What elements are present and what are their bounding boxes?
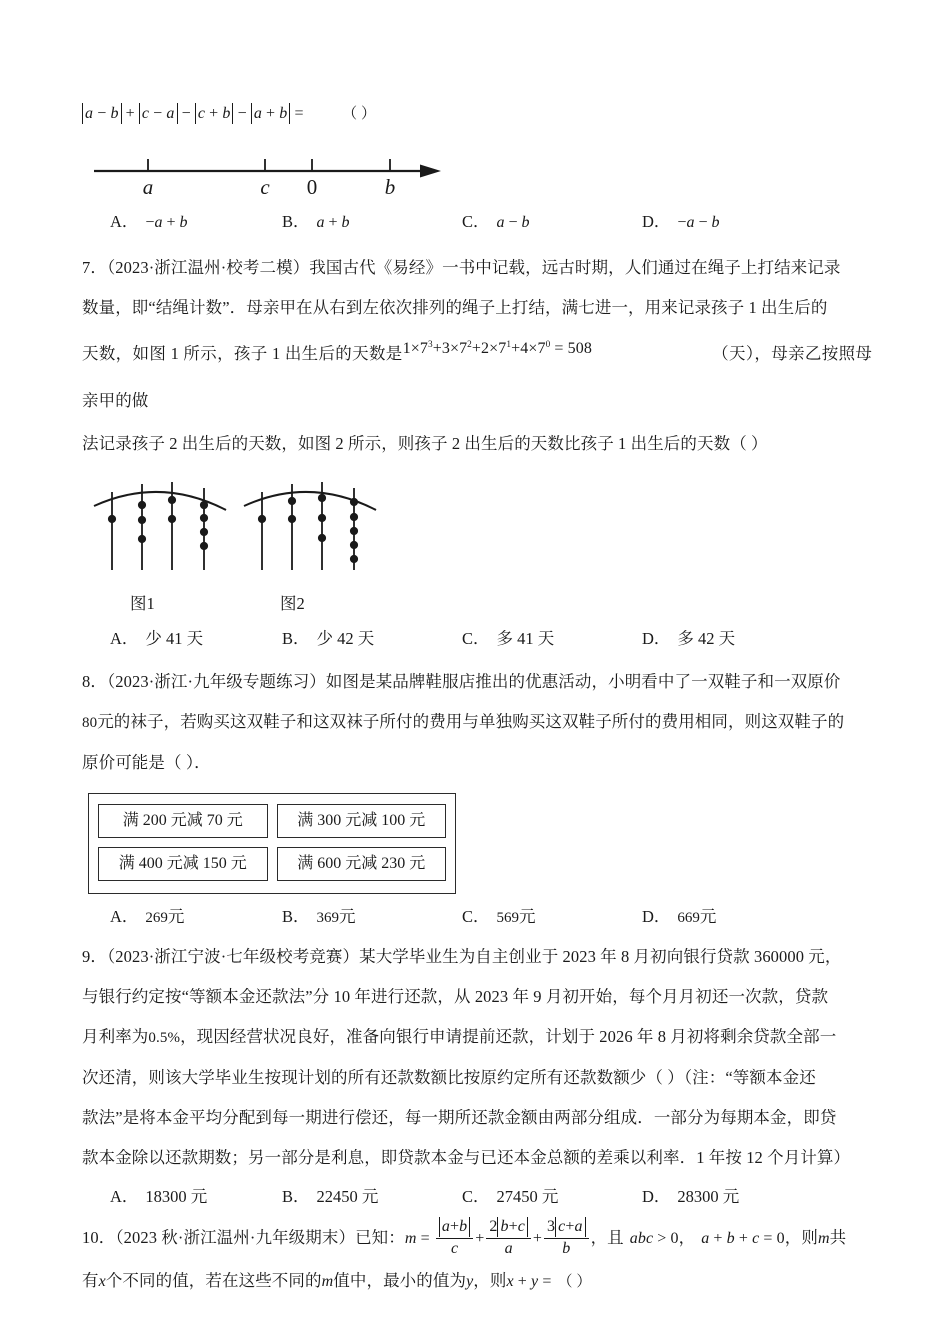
- q9-line-6: [82, 1138, 872, 1178]
- question-10: [82, 1216, 872, 1302]
- q9-text-3a: 月利率为: [82, 1027, 149, 1046]
- q7-text-3a: 天数，如图 1 所示，孩子 1 出生后的天数是: [82, 344, 403, 363]
- q7-option-c-label: C．: [462, 629, 490, 648]
- q9-line-5: [82, 1098, 872, 1138]
- q8-text-1: 如图是某品牌鞋服店推出的优惠活动，小明看中了一双鞋子和一双原价: [325, 672, 841, 691]
- q7-text-1: 我国古代《易经》一书中记载，远古时期，人们通过在绳子上打结来记录: [309, 258, 841, 277]
- question-9: [82, 937, 872, 1216]
- q7-option-d-value: 多 42 天: [677, 629, 736, 648]
- q7-line-1: [82, 248, 872, 288]
- q7-option-b-value: 少 42 天: [316, 629, 375, 648]
- q6-option-d-label: D．: [642, 212, 671, 231]
- q6-answer-paren: （ ）: [342, 106, 377, 122]
- q8-option-a[interactable]: [110, 898, 282, 937]
- figure-1-caption: 图1: [130, 594, 155, 613]
- q7-option-c[interactable]: [462, 620, 642, 658]
- q9-line-1: [82, 937, 872, 977]
- q9-option-b-value: 22450 元: [316, 1187, 379, 1206]
- q7-option-a-value: 少 41 天: [145, 629, 204, 648]
- q10-m-var: m: [817, 1230, 830, 1247]
- q8-text-2: 元的袜子，若购买这双鞋子和这双袜子所付的费用与单独购买这双鞋子所付的费用相同，则这双鞋子的: [97, 712, 845, 731]
- svg-text:a: a: [142, 175, 154, 199]
- q10-formula: m = $\frac{a+b}{c}$ + $\frac{2 b+c}{a}$ + $\frac{3 c+a}{b}$: [405, 1217, 591, 1261]
- q10-line-2: [82, 1261, 872, 1302]
- q8-option-b-value: 369: [316, 910, 340, 926]
- q9-option-a-value: 18300 元: [145, 1187, 208, 1206]
- q7-option-a[interactable]: [110, 620, 282, 658]
- q8-option-d[interactable]: [642, 898, 716, 937]
- q7-text-4: 法记录孩子 2 出生后的天数，如图 2 所示，则孩子 2 出生后的天数比孩子 1 出生后的天数（ ）: [82, 434, 768, 453]
- q10-line-1: [82, 1216, 872, 1261]
- q7-line-4: [82, 424, 872, 464]
- q9-option-c-label: C．: [462, 1187, 490, 1206]
- q9-text-2: 与银行约定按“等额本金还款法”分 10 年进行还款，从 2023 年 9 月初开始，每个月月初还一次款，贷款: [82, 987, 829, 1006]
- q10-comma-1: ，: [678, 1228, 696, 1247]
- question-7: [82, 248, 872, 658]
- q8-option-c[interactable]: [462, 898, 642, 937]
- q9-option-d[interactable]: [642, 1178, 739, 1216]
- q10-answer-paren: （ ）: [557, 1274, 592, 1290]
- svg-text:c: c: [260, 175, 270, 199]
- q7-text-2: 数量，即“结绳计数”．母亲甲在从右到左依次排列的绳子上打结，满七进一，用来记录孩子 1 出生后的: [82, 298, 828, 317]
- q9-option-d-value: 28300 元: [677, 1187, 740, 1206]
- q10-text-2c: 值中，最小的值为: [333, 1271, 467, 1290]
- q8-option-a-value: 269: [145, 910, 168, 926]
- q6-option-c[interactable]: C． a − b: [462, 203, 642, 242]
- number-line-svg: [90, 137, 450, 199]
- q10-text-mid2: 共: [829, 1228, 847, 1247]
- q10-y-var: y: [466, 1273, 474, 1290]
- q10-source: （2023 秋·浙江温州·九年级期末）: [115, 1228, 356, 1247]
- q10-text-2b: 个不同的值，若在这些不同的: [105, 1271, 322, 1290]
- knot-figure-2: [244, 482, 376, 570]
- svg-text:0: 0: [306, 175, 318, 199]
- q10-sum-expression: x + y =: [506, 1273, 552, 1290]
- q8-option-c-unit: 元: [519, 907, 536, 926]
- q8-line-3: [82, 743, 872, 783]
- q9-option-c-value: 27450 元: [496, 1187, 559, 1206]
- q8-option-a-unit: 元: [167, 907, 185, 926]
- q9-text-6: 款本金除以还款期数；另一部分是利息，即贷款本金与已还本金总额的差乘以利率．1 年按 12 个月计算）: [82, 1148, 851, 1167]
- svg-text:b: b: [384, 175, 396, 199]
- q8-line-2: [82, 702, 872, 743]
- q10-comma-2: ，则: [784, 1228, 818, 1247]
- q7-line-3: [82, 328, 872, 424]
- coupon-row-1: [98, 804, 446, 838]
- page-content: [82, 96, 872, 1302]
- q8-option-a-label: A．: [110, 907, 139, 926]
- coupon-200-70[interactable]: 满 200 元减 70 元: [98, 804, 268, 838]
- q9-monthly-rate: 0.5%: [148, 1030, 181, 1046]
- q6-expression-line: [82, 96, 872, 131]
- q10-cond-1: abc > 0: [629, 1230, 679, 1247]
- q7-option-d[interactable]: [642, 620, 735, 658]
- coupon-600-230[interactable]: 满 600 元减 230 元: [277, 847, 447, 881]
- q7-option-c-value: 多 41 天: [496, 629, 555, 648]
- q6-number-line-figure: [90, 137, 872, 199]
- q9-text-5: 款法”是将本金平均分配到每一期进行偿还，每一期所还款金额由两部分组成．一部分为每期本金，即贷: [82, 1108, 837, 1127]
- q7-text-3b: （天），母亲乙按照母亲甲的做: [82, 344, 873, 410]
- q9-options: [82, 1178, 872, 1216]
- q8-option-c-value: 569: [496, 910, 520, 926]
- q6-options: [82, 203, 872, 242]
- q7-option-d-label: D．: [642, 629, 671, 648]
- figure-2-caption: 图2: [280, 594, 305, 613]
- q7-option-b-label: B．: [282, 629, 310, 648]
- q6-option-b-label: B．: [282, 212, 310, 231]
- q9-line-2: [82, 977, 872, 1017]
- q8-sock-price: 80: [82, 715, 98, 731]
- q8-option-b-label: B．: [282, 907, 310, 926]
- q9-option-a[interactable]: [110, 1178, 282, 1216]
- q8-source: （2023·浙江·九年级专题练习）: [106, 672, 326, 691]
- q8-option-d-unit: 元: [699, 907, 717, 926]
- coupon-row-2: [98, 847, 446, 881]
- q7-options: [82, 620, 872, 658]
- question-8: [82, 662, 872, 937]
- q6-option-c-label: C．: [462, 212, 490, 231]
- q8-option-c-label: C．: [462, 907, 490, 926]
- q9-number: 9．: [82, 947, 107, 966]
- q6-expression: a − b + c − a − c + b − a + b =: [82, 96, 304, 131]
- q7-option-b[interactable]: [282, 620, 462, 658]
- q9-option-d-label: D．: [642, 1187, 671, 1206]
- knot-figures-svg: [90, 470, 390, 585]
- q9-text-4: 次还清，则该大学毕业生按现计划的所有还款数额比按原约定所有还款数额少（ ）（注：“等额本金还: [82, 1068, 816, 1087]
- q9-option-b-label: B．: [282, 1187, 310, 1206]
- q8-option-d-label: D．: [642, 907, 671, 926]
- q10-x-var: x: [98, 1273, 106, 1290]
- q10-text-2d: ，则: [473, 1271, 507, 1290]
- q9-line-4: [82, 1058, 872, 1098]
- q7-option-a-label: A．: [110, 629, 139, 648]
- q8-options: [82, 898, 872, 937]
- q9-line-3: [82, 1017, 872, 1058]
- q7-number: 7．: [82, 258, 107, 277]
- knot-figure-1: [94, 482, 226, 570]
- coupon-300-100[interactable]: 满 300 元减 100 元: [277, 804, 447, 838]
- q7-formula: $1\times 7^3+3\times 7^2+2\times 7^1+4\times 7^0 = 508$: [402, 340, 592, 357]
- q10-m-var-2: m: [321, 1273, 334, 1290]
- question-6: [82, 96, 872, 242]
- q8-text-3: 原价可能是（ ）．: [82, 753, 211, 772]
- q10-cond-2: a + b + c = 0: [701, 1230, 785, 1247]
- q8-number: 8．: [82, 672, 107, 691]
- q6-option-d[interactable]: D． −a − b: [642, 203, 719, 242]
- q9-option-c[interactable]: [462, 1178, 642, 1216]
- q6-option-a[interactable]: A． −a + b: [110, 203, 282, 242]
- q9-option-b[interactable]: [282, 1178, 462, 1216]
- q7-figure-captions: [82, 590, 872, 620]
- q6-option-b[interactable]: B． a + b: [282, 203, 462, 242]
- q8-coupon-panel: [88, 793, 456, 894]
- q10-text-2a: 有: [82, 1271, 99, 1290]
- q10-number: 10．: [82, 1228, 116, 1247]
- q9-option-a-label: A．: [110, 1187, 139, 1206]
- q8-option-b-unit: 元: [339, 907, 356, 926]
- q8-option-d-value: 669: [677, 910, 700, 926]
- q10-text-mid1: ，且: [590, 1228, 624, 1247]
- q7-source: （2023·浙江温州·校考二模）: [106, 258, 310, 277]
- q7-knot-figures: [82, 470, 872, 590]
- q10-text-prefix: 已知：: [355, 1228, 405, 1247]
- q6-option-a-label: A．: [110, 212, 139, 231]
- q9-text-1: 某大学毕业生为自主创业于 2023 年 8 月初向银行贷款 360000 元，: [359, 947, 842, 966]
- q9-text-3c: ，现因经营状况良好，准备向银行申请提前还款，计划于 2026 年 8 月初将剩余贷款全部一: [180, 1027, 837, 1046]
- q8-option-b[interactable]: [282, 898, 462, 937]
- q9-source: （2023·浙江宁波·七年级校考竞赛）: [106, 947, 360, 966]
- coupon-400-150[interactable]: 满 400 元减 150 元: [98, 847, 268, 881]
- q8-line-1: [82, 662, 872, 702]
